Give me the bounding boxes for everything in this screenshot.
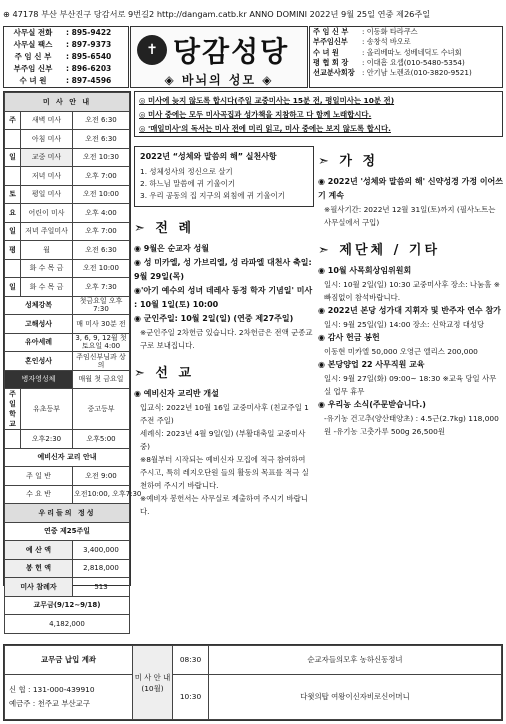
staff-row — [310, 37, 502, 47]
liturgy-title: ➣ 전 례 — [134, 221, 195, 236]
contact-value: : 895-6540 — [66, 52, 112, 61]
table-row — [5, 522, 130, 541]
table-row — [5, 185, 130, 204]
table-row — [5, 241, 130, 260]
mass-time: 오후 7:30 — [73, 278, 130, 297]
mission-line: ※예비자 봉헌서는 사무실로 제출하여 주시기 바랍니다. — [140, 494, 308, 516]
account-number: 신 협 : 131-000-439910 — [9, 684, 95, 694]
practice-item: 3. 우리 공동의 집 지구의 외침에 귀 기울이기 — [140, 191, 285, 200]
school-value: 중고등부 — [73, 389, 130, 430]
group-note: 이동현 미카엘 50,000 오영근 엘리스 200,000 — [324, 347, 478, 356]
church-subtitle: ◈ 바뇌의 성모 ◈ — [164, 73, 274, 87]
table-row — [5, 370, 130, 389]
mass-label: 미 사 안 내 (10월) — [133, 646, 173, 720]
right-column — [318, 140, 503, 640]
account-info — [5, 674, 133, 719]
mass-group — [5, 130, 21, 149]
table-row — [5, 467, 130, 486]
extra-value: 매 미사 30분 전 — [73, 315, 130, 334]
mass-group: 평 — [5, 241, 21, 260]
mass-group: 토 — [5, 185, 21, 204]
group-item: ◉ 감사 헌금 봉헌 — [318, 333, 380, 342]
table-row — [5, 352, 130, 371]
extra-key: 병자영성체 — [5, 370, 73, 389]
table-row — [5, 333, 130, 352]
groups-list — [318, 264, 503, 438]
liturgy-note: ※군인주일 2차헌금 있습니다. 2차헌금은 전액 군종교구로 보내집니다. — [140, 328, 313, 350]
notice-line: ◎ 미사 중에는 모두 미사곡집과 성가책을 지참하고 다 함께 노래합시다. — [139, 110, 372, 119]
catechu-value: 오전 9:00 — [73, 467, 130, 486]
extra-value: 주임신부님과 상의 — [73, 352, 130, 371]
contact-key: 부주임 신부 — [13, 64, 53, 73]
extra-value: 첫금요일 오후 7:30 — [73, 296, 130, 315]
table-row — [5, 167, 130, 186]
mass-name: 저녁 미사 — [21, 167, 73, 186]
group-note: 일시: 9월 27일(화) 09:00~ 18:30 ※교육 당일 사무실 업무 휴무 — [324, 374, 497, 396]
mass-name: 어린이 미사 — [21, 204, 73, 223]
mass-time: 오후 7:00 — [73, 167, 130, 186]
contact-key: 사무실 전화 — [13, 28, 53, 37]
staff-row — [310, 48, 502, 58]
notice-box — [134, 91, 503, 137]
liturgy-list — [134, 242, 314, 352]
table-row — [5, 130, 130, 149]
school-key: 유초등부 — [21, 389, 73, 430]
mass-time: 오전 10:00 — [73, 185, 130, 204]
church-logo-icon: ✝ — [137, 35, 167, 65]
school-group — [5, 430, 21, 449]
group-item: ◉ 2022년 본당 성가대 지휘자 및 반주자 연수 참가 — [318, 306, 501, 315]
mass-group — [5, 167, 21, 186]
church-name: 당감성당 — [173, 35, 290, 68]
table-row — [5, 389, 130, 430]
table-row — [5, 504, 130, 523]
table-row — [5, 559, 130, 578]
mass-table — [4, 92, 142, 634]
practice-title: 2022년 “성체와 말씀의 해” 실천사항 — [140, 152, 277, 161]
stats-value: 513 — [73, 578, 130, 597]
staff-key: 평 협 회 장 — [313, 57, 349, 67]
stats-value: 3,400,000 — [73, 541, 130, 560]
catechu-header: 예비신자 교리 안내 — [5, 448, 130, 467]
mass-name: 저녁 주일미사 — [21, 222, 73, 241]
catechu-value: 오전10:00, 오후7:30 — [73, 485, 130, 504]
extra-key: 유아세례 — [5, 333, 73, 352]
stats-value: 2,818,000 — [73, 559, 130, 578]
liturgy-item: ◉ 성 미카엘, 성 가브리엘, 성 라파엘 대천사 축일: 9월 29일(목) — [134, 258, 312, 281]
catechu-key: 주 일 반 — [5, 467, 73, 486]
mass-time: 오전 6:30 — [73, 241, 130, 260]
bottom-box — [3, 644, 503, 721]
mass-name: 화 수 목 금 — [21, 259, 73, 278]
staff-value: : 이동화 타라쿠스 — [362, 27, 418, 36]
staff-value: : 송창석 바오로 — [362, 37, 411, 47]
contact-box — [3, 26, 129, 88]
table-row — [5, 485, 130, 504]
group-note: 일시: 9월 25일(일) 14:00 장소: 신학교정 대성당 — [324, 320, 485, 329]
groups-title: ➣ 제단체 / 기타 — [318, 243, 441, 258]
mission-line: ※8월부터 시작되는 예비신자 모집에 적극 참여하여 주시고, 특히 레지오단원 들의 활동의 목표를 적극 실천하여 주시기 바랍니다. — [140, 455, 309, 490]
table-row — [5, 615, 130, 634]
table-row — [5, 93, 130, 112]
mass-time: 오후 7:00 — [73, 222, 130, 241]
staff-value: : 올리베따노 성베네딕도 수녀회 — [362, 47, 462, 57]
staff-box — [309, 26, 503, 88]
sched-time-0: 08:30 — [173, 646, 209, 675]
table-row — [5, 596, 130, 615]
notice-line: ◎ '매일미사'의 독서는 미사 전에 미리 읽고, 미사 중에는 보지 않도록 합시다. — [139, 124, 391, 133]
extra-key: 고해성사 — [5, 315, 73, 334]
contact-value: : 895-9422 — [66, 28, 112, 37]
group-item: ◉ 10월 사목회상임위원회 — [318, 266, 412, 275]
sched-text-1: 다윗의탑 여왕이신자비로신어머니 — [209, 674, 502, 719]
mass-time: 오후 4:00 — [73, 204, 130, 223]
mass-group: 주 — [5, 111, 21, 130]
staff-value: : 안기남 노렌죠(010-3820-9521) — [362, 68, 472, 78]
school-fund-label: 교무금(9/12~9/18) — [5, 596, 130, 615]
mass-name: 아침 미사 — [21, 130, 73, 149]
mission-title: ➣ 선 교 — [134, 366, 195, 381]
group-note: 일시: 10월 2일(일) 10:30 교중미사후 장소: 나눔홀 ※빠짐없이 참석바랍니다. — [324, 280, 500, 302]
mass-name: 평일 미사 — [21, 185, 73, 204]
account-label: 교무금 납입 계좌 — [5, 646, 133, 675]
mission-head: ◉ 예비신자 교리반 개설 — [134, 389, 219, 398]
mass-time: 오전 10:30 — [73, 148, 130, 167]
mass-name: 교중 미사 — [21, 148, 73, 167]
table-row — [5, 259, 130, 278]
mass-time: 오전 10:00 — [73, 259, 130, 278]
notice-line: ◎ 미사에 늦지 않도록 합시다(주일 교중미사는 15분 전, 평일미사는 10분 전) — [139, 96, 395, 105]
mass-time: 오전 6:30 — [73, 111, 130, 130]
table-row — [5, 448, 130, 467]
group-note: -유기농 건고추(양산태양초) : 4.5근(2.7kg) 118,000원 -유기농 고춧가루 500g 26,500원 — [324, 414, 499, 436]
liturgy-item: ◉'아기 예수의 성녀 데레사 동정 학자 기념일' 미사 : 10월 1일(토) 10:00 — [134, 286, 313, 309]
contact-row — [4, 75, 128, 87]
practice-item: 2. 하느님 말씀에 귀 기울이기 — [140, 179, 235, 188]
contact-value: : 897-9373 — [66, 40, 112, 49]
group-item: ◉ 본당양업 22 사무직원 교육 — [318, 360, 425, 369]
mass-group: 일 — [5, 148, 21, 167]
table-row — [5, 204, 130, 223]
contact-value: : 897-4596 — [66, 76, 112, 85]
mass-group: 일 — [5, 278, 21, 297]
mass-time: 오전 6:30 — [73, 130, 130, 149]
practice-item: 1. 성체성사의 정신으로 살기 — [140, 167, 233, 176]
school-value: 오후5:00 — [73, 430, 130, 449]
mass-name: 화 수 목 금 — [21, 278, 73, 297]
mass-group: 요 — [5, 204, 21, 223]
title-box — [130, 26, 308, 88]
staff-value: : 이대흠 요셉(010-5480-5354) — [362, 57, 465, 67]
mass-name: 새벽 미사 — [21, 111, 73, 130]
table-row — [5, 278, 130, 297]
stats-key: 봉 헌 액 — [5, 559, 73, 578]
contact-key: 사무실 팩스 — [13, 40, 53, 49]
table-row — [5, 222, 130, 241]
staff-key: 주 임 신 부 — [313, 27, 349, 36]
middle-column — [134, 140, 314, 640]
mass-name: 월 — [21, 241, 73, 260]
table-row — [5, 315, 130, 334]
contact-row — [4, 51, 128, 63]
practice-box — [134, 146, 314, 207]
stats-key: 미사 참례자 — [5, 578, 73, 597]
extra-value: 매월 첫 금요일 — [73, 370, 130, 389]
liturgy-item: ◉ 9월은 순교자 성월 — [134, 244, 209, 253]
school-group: 주일학교 — [5, 389, 21, 430]
mission-line: 입교식: 2022년 10월 16일 교중미사후 (친교주일 1주전 주일) — [140, 403, 309, 425]
bottom-table — [4, 645, 502, 720]
contact-row — [4, 63, 128, 75]
stats-key: 예 산 액 — [5, 541, 73, 560]
school-fund-value: 4,182,000 — [5, 615, 130, 634]
table-row — [5, 111, 130, 130]
mass-header: 미 사 안 내 — [5, 93, 130, 112]
table-row — [5, 296, 130, 315]
extra-key: 혼인성사 — [5, 352, 73, 371]
table-row — [5, 578, 130, 597]
sched-text-0: 순교자들의모후 농하신동정녀 — [209, 646, 502, 675]
stats-header: 우리들의 정성 — [5, 504, 130, 523]
school-key: 오후2:30 — [21, 430, 73, 449]
group-item: ◉ 우리농 소식(주문받습니다.) — [318, 400, 426, 409]
contact-key: 주 임 신 부 — [14, 52, 52, 61]
staff-row — [310, 58, 502, 68]
extra-value: 3, 6, 9, 12월 첫토요일 4:00 — [73, 333, 130, 352]
mission-list — [134, 401, 314, 518]
family-note: ※필사기간: 2022년 12월 31일(토)까지 (필사노트는 사무실에서 구입) — [324, 205, 496, 227]
family-head: ◉ 2022년 '성체와 말씀의 해' 신약성경 가정 이어쓰기 계속 — [318, 177, 504, 200]
mass-table-panel — [3, 91, 142, 628]
staff-row — [310, 68, 502, 78]
sched-time-1: 10:30 — [173, 674, 209, 719]
catechu-key: 수 요 반 — [5, 485, 73, 504]
staff-key: 부주임신부 — [313, 37, 348, 47]
extra-key: 성체강복 — [5, 296, 73, 315]
mass-group: 일 — [5, 222, 21, 241]
contact-row — [4, 27, 128, 39]
contact-value: : 896-6203 — [66, 64, 112, 73]
staff-key: 수 녀 원 — [313, 47, 339, 57]
family-title: ➣ 가 정 — [318, 154, 379, 169]
table-row — [5, 541, 130, 560]
address-bar: ⊕ 47178 부산 부산진구 당감서로 9번길2 http://dangam.catb.kr ANNO DOMINI 2022년 9월 25일 연중 제26주일 — [3, 9, 431, 19]
staff-row — [310, 27, 502, 37]
account-owner: 예금주 : 천주교 부산교구 — [9, 698, 90, 708]
contact-key: 수 녀 원 — [19, 76, 47, 85]
mission-line: 세례식: 2023년 4월 9일(일) (부활대축일 교중미사 중) — [140, 429, 306, 451]
liturgy-item: ◉ 군인주일: 10월 2일(일) (연중 제27주일) — [134, 314, 294, 323]
table-row — [5, 430, 130, 449]
stats-week: 연중 제25주일 — [5, 522, 130, 541]
contact-row — [4, 39, 128, 51]
mass-group — [5, 259, 21, 278]
brand — [137, 33, 303, 67]
table-row — [5, 148, 130, 167]
staff-key: 선교분사회장 — [313, 68, 355, 78]
